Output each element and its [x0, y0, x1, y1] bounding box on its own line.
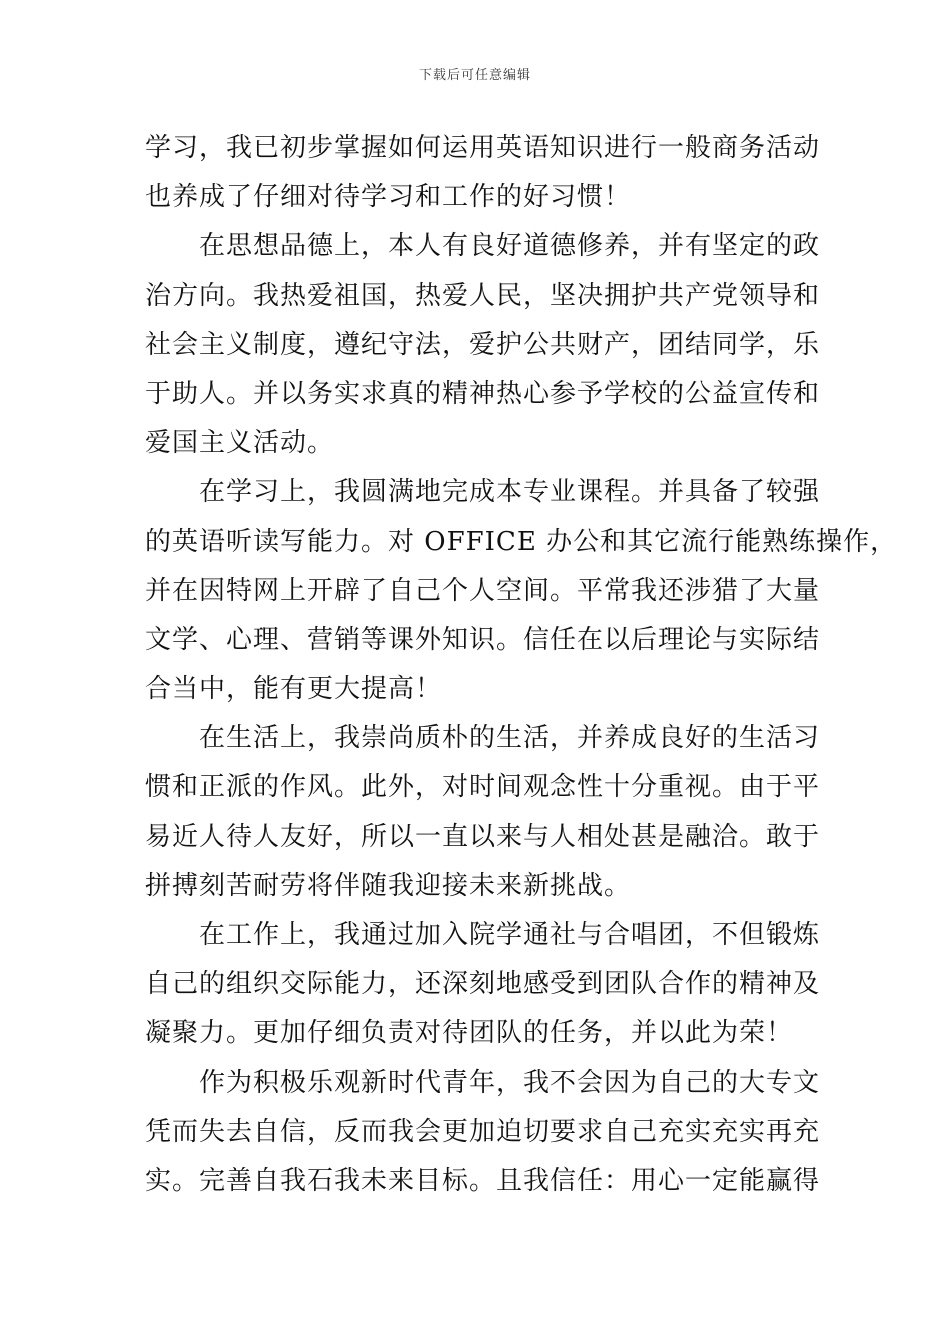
text-line: 拼搏刻苦耐劳将伴随我迎接未来新挑战。 — [145, 870, 632, 901]
text-line: 作为积极乐观新时代青年，我不会因为自己的大专文 — [199, 1067, 821, 1098]
text-line: 治方向。我热爱祖国，热爱人民，坚决拥护共产党领导和 — [145, 280, 821, 311]
text-line: 合当中，能有更大提高！ — [145, 674, 443, 705]
text-line: 文学、心理、营销等课外知识。信任在以后理论与实际结 — [145, 624, 821, 655]
text-line: 自己的组织交际能力，还深刻地感受到团队合作的精神及 — [145, 969, 821, 1000]
text-line: 实。完善自我石我未来目标。且我信任：用心一定能赢得 — [145, 1165, 821, 1196]
page-header-note: 下载后可任意编辑 — [418, 68, 531, 83]
text-line: 凝聚力。更加仔细负责对待团队的任务，并以此为荣！ — [145, 1018, 794, 1049]
document-body — [145, 124, 898, 1206]
text-line: 在学习上，我圆满地完成本专业课程。并具备了较强 — [199, 477, 821, 508]
text-line: 学习，我已初步掌握如何运用英语知识进行一般商务活动 — [145, 133, 821, 163]
text-line: 惯和正派的作风。此外，对时间观念性十分重视。由于平 — [145, 772, 821, 803]
text-line: 的英语听读写能力。对 OFFICE 办公和其它流行能熟练操作， — [145, 526, 898, 557]
text-line: 在思想品德上，本人有良好道德修养，并有坚定的政 — [199, 231, 821, 262]
text-line: 并在因特网上开辟了自己个人空间。平常我还涉猎了大量 — [145, 575, 821, 606]
text-line: 也养成了仔细对待学习和工作的好习惯！ — [145, 182, 632, 213]
text-line: 在生活上，我崇尚质朴的生活，并养成良好的生活习 — [199, 723, 821, 754]
text-line: 凭而失去自信，反而我会更加迫切要求自己充实充实再充 — [145, 1116, 821, 1147]
text-line: 爱国主义活动。 — [145, 428, 335, 459]
text-line: 在工作上，我通过加入院学通社与合唱团，不但锻炼 — [199, 920, 821, 950]
text-line: 易近人待人友好，所以一直以来与人相处甚是融洽。敢于 — [145, 821, 821, 852]
text-line: 社会主义制度，遵纪守法，爱护公共财产，团结同学，乐 — [145, 329, 821, 360]
text-line: 于助人。并以务实求真的精神热心参予学校的公益宣传和 — [145, 378, 821, 409]
